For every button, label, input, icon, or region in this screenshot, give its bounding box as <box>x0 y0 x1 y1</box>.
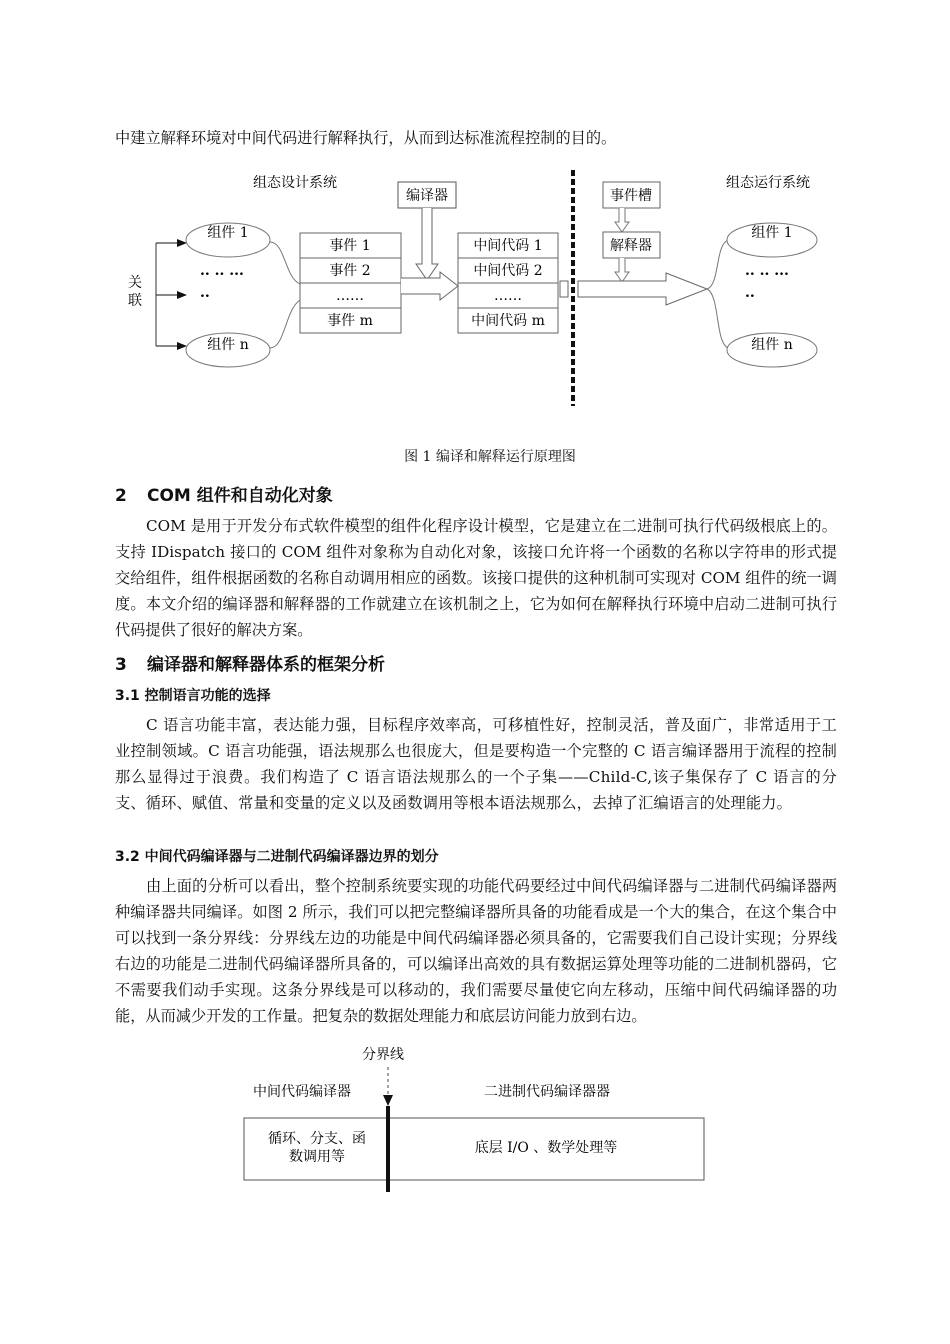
right-dots-2: .. <box>745 285 755 301</box>
section2-heading <box>115 481 333 506</box>
section31-body: C 语言功能丰富，表达能力强，目标程序效率高，可移植性好，控制灵活，普及面广，非常适用于工业控制领域。C 语言功能强，语法规那么也很庞大，但是要构造一个完整的 C 语言编译器用于流程的控制那么显得过于浪费。我们构造了 C 语言语法规那么的一个子集——Child-C,该子集保存了 C 语言的分支、循环、赋值、常量和变量的定义以及函数调用等根本语法规那么，去掉了汇编语言的处理能力。 <box>115 716 837 812</box>
event-cell: 事件 m <box>327 313 373 329</box>
section32-body: 由上面的分析可以看出，整个控制系统要实现的功能代码要经过中间代码编译器与二进制代码编译器两种编译器共同编译。如图 2 所示，我们可以把完整编译器所具备的功能看成是一个大的集合，在这个集合中可以找到一条分界线：分界线左边的功能是中间代码编译器必须具备的，它需要我们自己设计实现；分界线右边的功能是二进制代码编译器所具备的，可以编译出高效的具有数据运算处理等功能的二进制机器码，它不需要我们动手实现。这条分界线是可以移动的，我们需要尽量使它向左移动，压缩中间代码编译器的功能，从而减少开发的工作量。把复杂的数据处理能力和底层访问能力放到右边。 <box>115 877 837 1025</box>
section2-body: COM 是用于开发分布式软件模型的组件化程序设计模型，它是建立在二进制可执行代码级根底上的。支持 IDispatch 接口的 COM 组件对象称为自动化对象，该接口允许将一个函数的名称以字符串的形式提交给组件，组件根据函数的名称自动调用相应的函数。该接口提供的这种机制可实现对 COM 组件的统一调度。本文介绍的编译器和解释器的工作就建立在该机制之上，它为如何在解释执行环境中启动二进制可执行代码提供了很好的解决方案。 <box>115 517 837 639</box>
figure2-right-content: 底层 I/O 、数学处理等 <box>474 1140 618 1156</box>
code-cell: 中间代码 m <box>471 313 545 329</box>
design-system-label: 组态设计系统 <box>253 175 337 191</box>
boundary-label: 分界线 <box>362 1047 404 1063</box>
link-left-top <box>270 242 300 284</box>
figure2-right-title: 二进制代码编译器器 <box>484 1084 610 1100</box>
left-dots-1: .. .. ... <box>200 263 244 279</box>
right-component-1-label: 组件 1 <box>751 225 793 241</box>
compiler-down-arrow <box>416 208 438 280</box>
boundary-arrowhead <box>383 1095 393 1106</box>
code-cell: 中间代码 1 <box>473 238 543 254</box>
left-component-1-label: 组件 1 <box>207 225 249 241</box>
right-component-n-label: 组件 n <box>751 337 793 353</box>
figure2-left-line2: 数调用等 <box>289 1149 345 1165</box>
code-cell: 中间代码 2 <box>473 263 543 279</box>
event-cell: …… <box>336 288 364 304</box>
figure2-left-title: 中间代码编译器 <box>253 1084 351 1100</box>
event-cell: 事件 1 <box>329 238 371 254</box>
figure2-diagram <box>230 1040 720 1200</box>
section3-number: 3 <box>115 655 127 675</box>
left-dots-2: .. <box>200 285 210 301</box>
left-component-n-label: 组件 n <box>207 337 249 353</box>
section2-title: COM 组件和自动化对象 <box>147 486 333 506</box>
link-right-top <box>707 240 728 289</box>
runtime-system-label: 组态运行系统 <box>726 175 810 191</box>
section32-heading: 3.2 中间代码编译器与二进制代码编译器边界的划分 <box>115 849 439 865</box>
section3-title: 编译器和解释器体系的框架分析 <box>147 655 385 675</box>
section2-number: 2 <box>115 486 127 506</box>
interpreter-label: 解释器 <box>610 238 652 254</box>
relation-label-2: 联 <box>128 293 142 309</box>
relation-label-1: 关 <box>128 275 142 291</box>
event-slot-label: 事件槽 <box>610 188 652 204</box>
compiler-label: 编译器 <box>406 188 448 204</box>
events-table <box>300 233 401 333</box>
right-dots-1: .. .. ... <box>745 263 789 279</box>
link-left-bottom <box>270 300 300 348</box>
event-cell: 事件 2 <box>329 263 371 279</box>
figure1-diagram <box>100 160 860 420</box>
code-cell: …… <box>494 288 522 304</box>
figure2-left-line1: 循环、分支、函 <box>268 1131 366 1147</box>
link-right-bottom <box>707 289 728 348</box>
interpreter-down-arrow <box>615 258 629 282</box>
section3-heading <box>115 650 385 675</box>
figure1-caption: 图 1 编译和解释运行原理图 <box>404 449 576 465</box>
connector-left <box>560 281 568 297</box>
codes-table <box>458 233 558 333</box>
intro-paragraph: 中建立解释环境对中间代码进行解释执行，从而到达标准流程控制的目的。 <box>115 129 617 147</box>
slot-down-arrow <box>615 208 629 232</box>
section31-heading: 3.1 控制语言功能的选择 <box>115 688 271 704</box>
runtime-arrow <box>580 273 707 305</box>
